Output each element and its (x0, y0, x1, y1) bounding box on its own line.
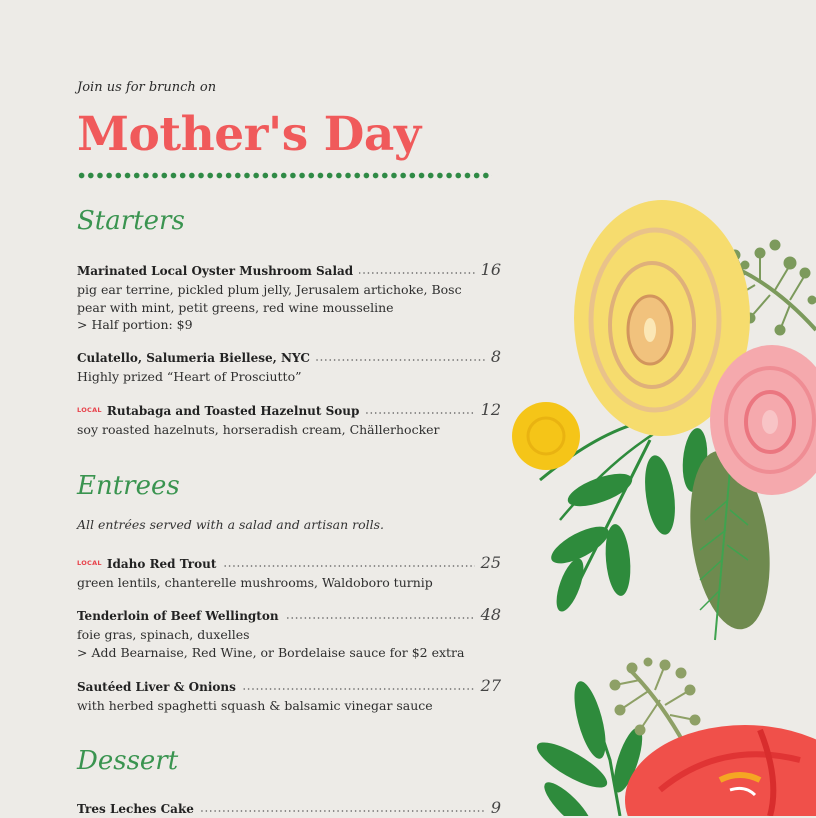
local-badge: LOCAL (77, 559, 102, 567)
dot-leader (316, 359, 485, 361)
item-description (77, 697, 501, 715)
floral-decoration (500, 190, 816, 816)
desc-line: Highly prized “Heart of Prosciutto” (77, 369, 302, 384)
item-description (77, 574, 501, 592)
desc-line: foie gras, spinach, duxelles (77, 627, 250, 642)
local-badge: LOCAL (77, 406, 102, 414)
red-rose-icon (625, 725, 816, 816)
dot-leader (359, 272, 474, 274)
berry-sprig-icon (610, 658, 700, 745)
menu-item (77, 347, 501, 386)
section-title-starters: Starters (77, 206, 185, 236)
section-title-entrees: Entrees (77, 471, 180, 501)
desc-line: pear with mint, petit greens, red wine mousseline (77, 299, 394, 315)
item-price: 8 (490, 347, 501, 366)
item-name: Tenderloin of Beef Wellington (77, 609, 279, 623)
item-name: Tres Leches Cake (77, 802, 194, 816)
item-price: 27 (480, 676, 501, 695)
item-price: 16 (480, 260, 501, 279)
item-description (77, 421, 501, 439)
section-title-dessert: Dessert (77, 746, 179, 776)
menu-item (77, 553, 501, 592)
dotted-divider (77, 172, 492, 179)
menu-item (77, 400, 501, 439)
dot-leader (242, 688, 475, 690)
page-title: Mother's Day (77, 107, 421, 162)
dot-leader (285, 617, 475, 619)
desc-line: pig ear terrine, pickled plum jelly, Jerusalem artichoke, Bosc (77, 282, 462, 297)
dot-leader (200, 810, 485, 812)
item-name: Idaho Red Trout (106, 557, 217, 571)
item-name: Sautéed Liver & Onions (77, 680, 236, 694)
item-price: 48 (480, 605, 501, 624)
desc-line: > Add Bearnaise, Red Wine, or Bordelaise sauce for $2 extra (77, 644, 465, 660)
item-name: Marinated Local Oyster Mushroom Salad (77, 264, 354, 278)
intro-text: Join us for brunch on (77, 80, 217, 95)
menu-item (77, 605, 501, 661)
desc-line: with herbed spaghetti squash & balsamic vinegar sauce (77, 698, 433, 713)
item-name: Rutabaga and Toasted Hazelnut Soup (106, 404, 360, 418)
desc-line: soy roasted hazelnuts, horseradish cream, Chällerhocker (77, 422, 440, 437)
menu-item (77, 676, 501, 715)
menu-item (77, 798, 501, 818)
desc-line: > Half portion: $9 (77, 317, 193, 332)
section-note: All entrées served with a salad and artisan rolls. (77, 517, 385, 532)
item-description (77, 281, 501, 334)
menu-item (77, 260, 501, 334)
item-description (77, 626, 501, 661)
item-price: 9 (490, 798, 501, 817)
dot-leader (222, 565, 474, 567)
small-yellow-flower-icon (512, 402, 580, 470)
desc-line: green lentils, chanterelle mushrooms, Waldoboro turnip (77, 575, 433, 590)
item-price: 25 (480, 553, 501, 572)
dot-leader (365, 412, 474, 414)
item-price: 12 (480, 400, 501, 419)
item-description (77, 368, 501, 386)
item-name: Culatello, Salumeria Biellese, NYC (77, 351, 310, 365)
